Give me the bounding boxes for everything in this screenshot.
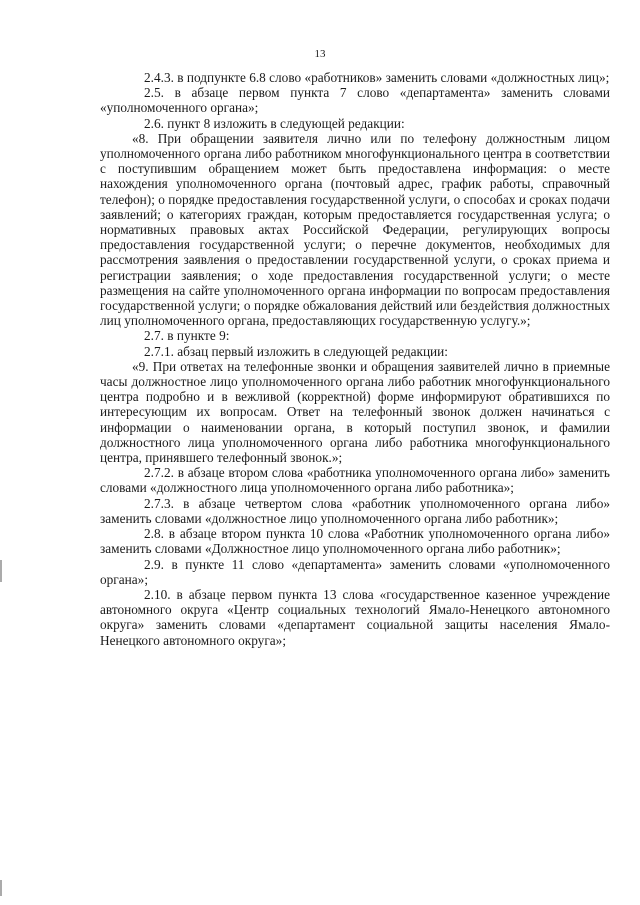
document-body: [100, 70, 610, 648]
paragraph-2-7-2: 2.7.2. в абзаце втором слова «работника уполномоченного органа либо» заменить словами «должностного лица уполномоченного органа либо работника»;: [100, 465, 610, 496]
scan-edge-mark: [0, 880, 2, 896]
paragraph-2-8: 2.8. в абзаце втором пункта 10 слова «Работник уполномоченного органа либо» заменить словами «Должностное лицо уполномоченного органа либо работник»;: [100, 526, 610, 557]
paragraph-2-7-3: 2.7.3. в абзаце четвертом слова «работник уполномоченного органа либо» заменить словами «должностное лицо уполномоченного органа либо работник»;: [100, 495, 610, 526]
paragraph-2-9: 2.9. в пункте 11 слово «департамента» заменить словами «уполномоченного органа»;: [100, 556, 610, 587]
paragraph-2-7-1: 2.7.1. абзац первый изложить в следующей редакции:: [144, 343, 448, 359]
quoted-clause-8: «8. При обращении заявителя лично или по телефону должностным лицом уполномоченного органа либо работником многофункционального центра в соответствии с поступившим обращением может быть предоставлена информация: о месте нахождения уполномоченного органа (почтовый адрес, график работы, справочный телефон); о порядке предоставления государственной услуги, о способах и сроках подачи заявлений; о категориях граждан, которым предоставляется государственная услуга; о нормативных правовых актах Российской Федерации, регулирующих вопросы предоставления государственной услуги; о перечне документов, необходимых для рассмотрения заявления о предоставлении государственной услуги, о сроках приема и регистрации заявления; о ходе предоставления государственной услуги; о месте размещения на сайте уполномоченного органа информации по вопросам предоставления государственной услуги; о порядке обжалования действий или бездействия должностных лиц уполномоченного органа, предоставляющих государственную услугу.»;: [100, 130, 610, 329]
paragraph-2-6: 2.6. пункт 8 изложить в следующей редакции:: [144, 115, 405, 131]
paragraph-2-5: 2.5. в абзаце первом пункта 7 слово «департамента» заменить словами «уполномоченного органа»;: [100, 85, 610, 116]
paragraph-2-4-3: 2.4.3. в подпункте 6.8 слово «работников» заменить словами «должностных лиц»;: [144, 70, 610, 85]
paragraph-2-7: 2.7. в пункте 9:: [144, 328, 230, 344]
paragraph-2-10: 2.10. в абзаце первом пункта 13 слова «государственное казенное учреждение автономного округа «Центр социальных технологий Ямало-Ненецкого автономного округа» заменить словами «департамент социальной защиты населения Ямало-Ненецкого автономного округа»;: [100, 586, 610, 648]
page-number: 13: [314, 48, 326, 60]
scan-edge-mark: [0, 560, 2, 582]
quoted-clause-9: «9. При ответах на телефонные звонки и обращения заявителей лично в приемные часы должностное лицо уполномоченного органа либо работник многофункционального центра подробно и в вежливой (корректной) форме информируют обратившихся по интересующим их вопросам. Ответ на телефонный звонок должен начинаться с информации о наименовании органа, в который поступил звонок, и фамилии должностного лица уполномоченного органа либо работника многофункционального центра, принявшего телефонный звонок.»;: [100, 358, 610, 466]
